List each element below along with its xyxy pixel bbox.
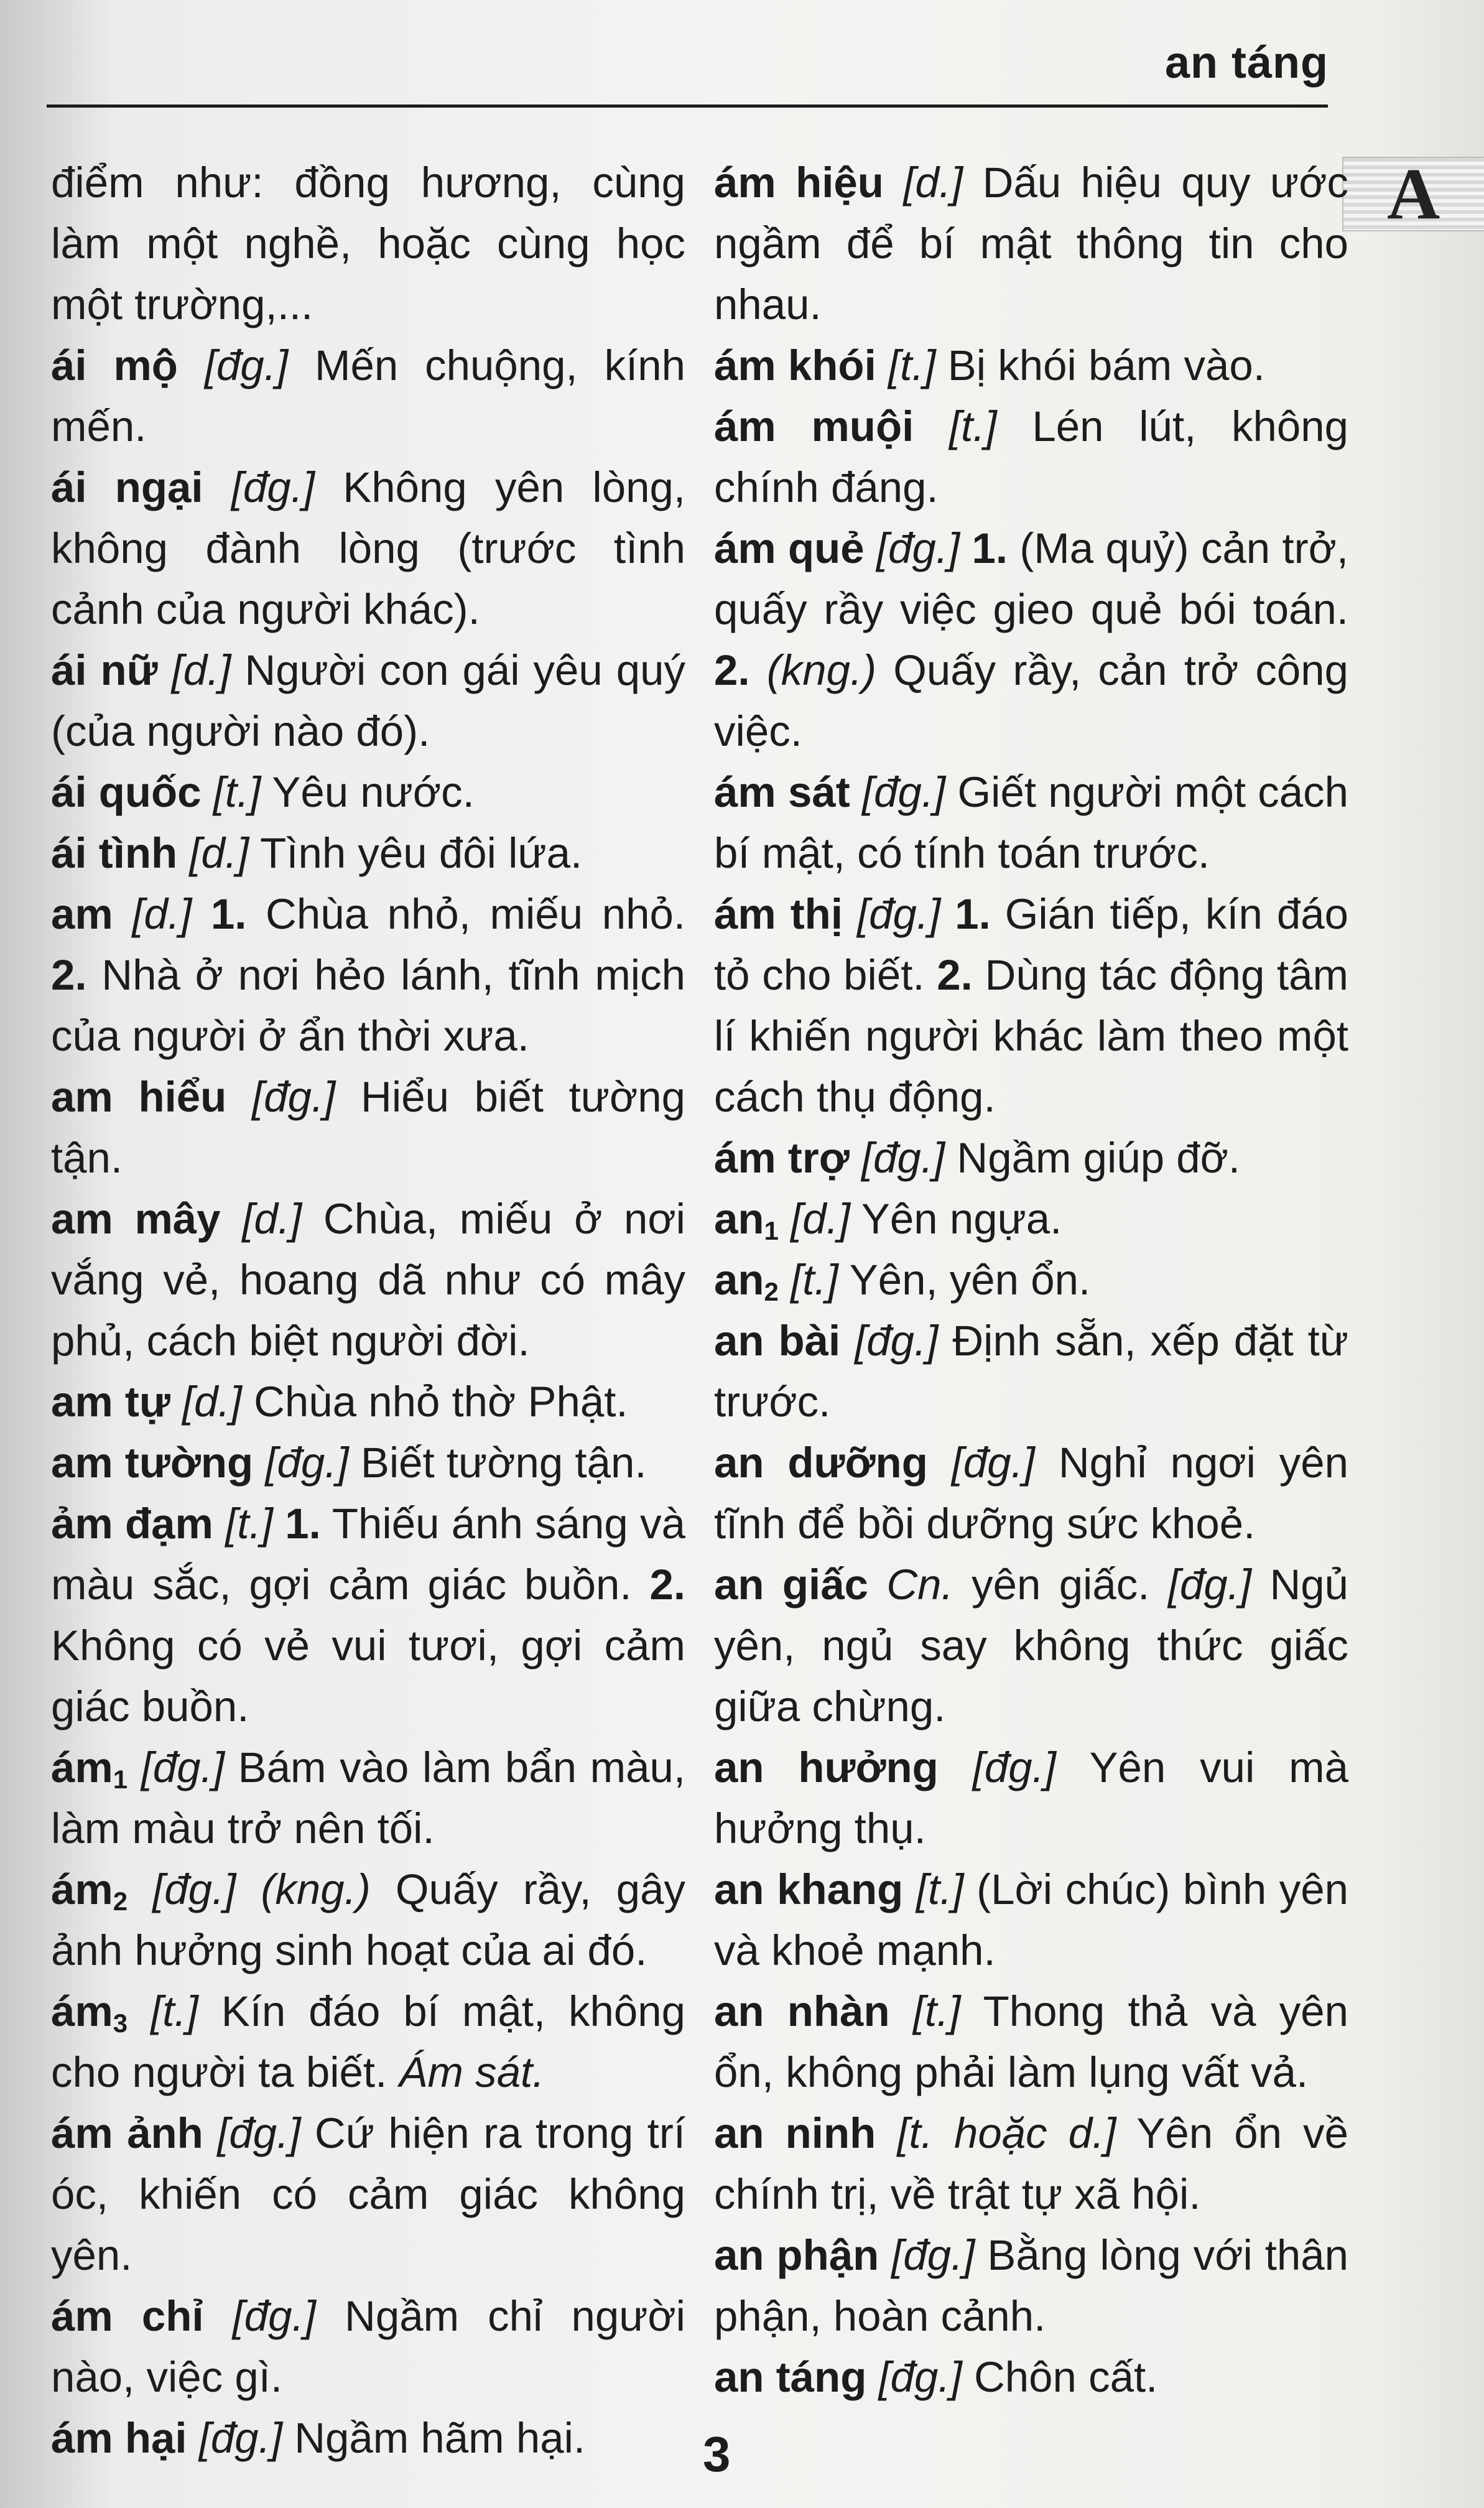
word-class: [d.] <box>903 159 963 207</box>
word-class: [đg.] <box>141 1744 225 1791</box>
headword: ám ảnh <box>51 2109 203 2157</box>
entry <box>714 1250 1348 1311</box>
entry <box>714 2103 1348 2225</box>
entry <box>714 335 1348 396</box>
example: Ám sát. <box>399 2048 545 2096</box>
headword: ái ngại <box>51 463 203 511</box>
header-rule <box>47 104 1328 108</box>
headword: an nhàn <box>714 1987 890 2035</box>
headword: am tự <box>51 1378 170 1426</box>
word-class: [d.] <box>132 890 192 938</box>
homonym-index: 1 <box>113 1765 128 1794</box>
headword: am hiểu <box>51 1073 227 1121</box>
headword: ám trợ <box>714 1134 850 1182</box>
definition: Thiếu ánh sáng và màu sắc, gợi cảm giác buồn. <box>51 1500 685 1609</box>
sense-number: 1. <box>955 890 991 938</box>
sense-number: 2. <box>51 951 87 999</box>
sense-number: 2. <box>649 1561 685 1609</box>
headword: ám muội <box>714 402 914 450</box>
definition: Yêu nước. <box>272 768 475 816</box>
definition: Kín đáo bí mật, không cho người ta biết. <box>51 1987 686 2096</box>
definition: Chùa, miếu ở nơi vắng vẻ, hoang dã như có mây phủ, cách biệt người đời. <box>51 1195 685 1365</box>
cross-reference: yên giấc. <box>972 1561 1150 1609</box>
definition: Quấy rầy, gây ảnh hưởng sinh hoạt của ai đó. <box>51 1865 686 1974</box>
definition: Bằng lòng với thân phận, hoàn cảnh. <box>714 2231 1349 2340</box>
definition: Người con gái yêu quý (của người nào đó). <box>51 646 686 755</box>
definition: Quấy rầy, cản trở công việc. <box>714 646 1349 755</box>
entry <box>714 762 1348 884</box>
entry <box>51 2408 685 2469</box>
definition: Ngủ yên, ngủ say không thức giấc giữa chừng. <box>714 1561 1349 1730</box>
definition: Cứ hiện ra trong trí óc, khiến có cảm giác không yên. <box>51 2109 685 2279</box>
entry <box>714 396 1348 518</box>
headword: ám chỉ <box>51 2292 204 2340</box>
entry <box>51 823 685 884</box>
word-class: [t.] <box>225 1500 273 1548</box>
sense-number: 1. <box>285 1500 321 1548</box>
running-head: an táng <box>1164 38 1329 88</box>
headword: ám hiệu <box>714 159 884 207</box>
word-class: [đg.] <box>232 2292 316 2340</box>
definition: Hiểu biết tường tận. <box>51 1073 685 1182</box>
word-class: [t.] <box>912 1987 961 2035</box>
word-class: [đg.] <box>198 2414 283 2462</box>
entry <box>51 1981 685 2103</box>
headword: an khang <box>714 1865 904 1913</box>
definition: Lén lút, không chính đáng. <box>714 402 1348 511</box>
definition: Ngầm hãm hại. <box>294 2414 586 2462</box>
entry <box>714 884 1348 1128</box>
definition: Giết người một cách bí mật, có tính toán trước. <box>714 768 1349 877</box>
entry <box>51 1737 685 1859</box>
sense-number: 2. <box>937 951 973 999</box>
headword: ái quốc <box>51 768 202 816</box>
entry <box>51 1189 685 1372</box>
definition: Bám vào làm bẩn màu, làm màu trở nên tối. <box>51 1744 686 1852</box>
headword: ám khói <box>714 341 876 389</box>
entry <box>714 1189 1348 1250</box>
word-class: [đg.] <box>861 768 946 816</box>
headword: an bài <box>714 1317 841 1365</box>
word-class: [t. hoặc d.] <box>897 2109 1116 2157</box>
word-class: [d.] <box>791 1195 850 1243</box>
headword: $an_2$ <box>714 1256 779 1306</box>
definition: Bị khói bám vào. <box>947 341 1265 389</box>
definition: Chùa nhỏ, miếu nhỏ. <box>266 890 686 938</box>
homonym-index: 2 <box>113 1887 128 1916</box>
entry <box>51 640 685 762</box>
alphabet-tab-letter: A <box>1387 153 1440 235</box>
definition: (Ma quỷ) cản trở, quấy rầy việc gieo quẻ bói toán. <box>714 524 1349 633</box>
entry <box>714 1981 1348 2103</box>
headword: ám quẻ <box>714 524 865 572</box>
entry <box>714 1433 1348 1554</box>
headword: $ám_3$ <box>51 1987 128 2038</box>
definition: Ngầm chỉ người nào, việc gì. <box>51 2292 686 2401</box>
word-class: [t.] <box>213 768 261 816</box>
entry <box>714 1737 1348 1859</box>
headword: am mây <box>51 1195 221 1243</box>
word-class: [đg.] <box>855 1317 939 1365</box>
sense-number: 2. <box>714 646 750 694</box>
word-class: [đg.] <box>217 2109 301 2157</box>
headword: ái nữ <box>51 646 158 694</box>
definition: Gián tiếp, kín đáo tỏ cho biết. <box>714 890 1349 999</box>
headword: ảm đạm <box>51 1500 213 1548</box>
page-number: 3 <box>703 2427 731 2482</box>
definition: Tình yêu đôi lứa. <box>260 829 583 877</box>
usage-label: (kng.) <box>766 646 877 694</box>
entry <box>714 2225 1348 2347</box>
alphabet-tab <box>1342 153 1484 235</box>
word-class: [t.] <box>916 1865 964 1913</box>
definition: Dùng tác động tâm lí khiến người khác làm theo một cách thụ động. <box>714 951 1349 1121</box>
definition: Mến chuộng, kính mến. <box>51 341 686 450</box>
headword: am tường <box>51 1439 254 1487</box>
definition: Nghỉ ngơi yên tĩnh để bồi dưỡng sức khoẻ. <box>714 1439 1349 1548</box>
entry <box>51 335 685 457</box>
cross-reference-label: Cn. <box>886 1561 953 1609</box>
entry <box>51 2103 685 2286</box>
sense-number: 1. <box>972 524 1008 572</box>
definition: Thong thả và yên ổn, không phải làm lụng vất vả. <box>714 1987 1349 2096</box>
word-class: [đg.] <box>972 1744 1056 1791</box>
definition: Không có vẻ vui tươi, gợi cảm giác buồn. <box>51 1622 685 1730</box>
entry <box>51 1372 685 1433</box>
word-class: [t.] <box>888 341 936 389</box>
headword: an táng <box>714 2353 867 2401</box>
definition: Yên vui mà hưởng thụ. <box>714 1744 1349 1852</box>
word-class: [đg.] <box>1167 1561 1252 1609</box>
entry <box>714 1311 1348 1433</box>
definition: Biết tường tận. <box>360 1439 647 1487</box>
headword: ám thị <box>714 890 843 938</box>
word-class: [đg.] <box>265 1439 349 1487</box>
headword: an dưỡng <box>714 1439 928 1487</box>
word-class: [đg.] <box>876 524 960 572</box>
left-column <box>51 152 685 2469</box>
headword: an giấc <box>714 1561 868 1609</box>
entry <box>51 1493 685 1737</box>
definition: Yên ổn về chính trị, về trật tự xã hội. <box>714 2109 1348 2218</box>
word-class: [t.] <box>948 402 997 450</box>
headword: $ám_2$ <box>51 1865 128 1916</box>
entry <box>714 1554 1348 1737</box>
entry <box>51 2286 685 2408</box>
entry <box>51 884 685 1067</box>
word-class: [đg.] <box>951 1439 1035 1487</box>
definition: Yên ngựa. <box>861 1195 1062 1243</box>
entry <box>51 1067 685 1189</box>
word-class: [đg.] <box>878 2353 962 2401</box>
word-class: [đg.] <box>861 1134 945 1182</box>
entry-continuation <box>51 152 685 335</box>
homonym-index: 1 <box>764 1216 779 1245</box>
entry <box>714 152 1348 335</box>
word-class: [t.] <box>791 1256 838 1304</box>
entry <box>714 518 1348 762</box>
headword: an phận <box>714 2231 879 2279</box>
homonym-index: 2 <box>764 1277 779 1306</box>
sense-number: 1. <box>210 890 247 938</box>
entry <box>714 1128 1348 1189</box>
headword: ám hại <box>51 2414 187 2462</box>
headword: an hưởng <box>714 1744 939 1791</box>
headword: ám sát <box>714 768 850 816</box>
word-class: [t.] <box>151 1987 198 2035</box>
headword: an ninh <box>714 2109 876 2157</box>
definition: Ngầm giúp đỡ. <box>957 1134 1241 1182</box>
entry <box>714 2347 1348 2408</box>
definition: (Lời chúc) bình yên và khoẻ mạnh. <box>714 1865 1349 1974</box>
entry <box>51 1433 685 1493</box>
definition: điểm như: đồng hương, cùng làm một nghề, hoặc cùng học một trường,... <box>51 159 685 328</box>
definition: Dấu hiệu quy ước ngầm để bí mật thông tin cho nhau. <box>714 159 1348 328</box>
definition: Chôn cất. <box>973 2353 1158 2401</box>
headword: am <box>51 890 113 938</box>
entry <box>51 1859 685 1981</box>
word-class: [d.] <box>189 829 249 877</box>
definition: Định sẵn, xếp đặt từ trước. <box>714 1317 1348 1426</box>
definition: Chùa nhỏ thờ Phật. <box>254 1378 628 1426</box>
word-class: [đg.] <box>252 1073 336 1121</box>
word-class: [đg.] <box>856 890 941 938</box>
headword: ái mộ <box>51 341 178 389</box>
definition: Nhà ở nơi hẻo lánh, tĩnh mịch của người ở ẩn thời xưa. <box>51 951 686 1060</box>
homonym-index: 3 <box>113 2009 128 2038</box>
definition: Không yên lòng, không đành lòng (trước tình cảnh của người khác). <box>51 463 686 633</box>
headword: $an_1$ <box>714 1195 779 1245</box>
entry <box>51 762 685 823</box>
right-column <box>714 152 1348 2408</box>
definition: Yên, yên ổn. <box>849 1256 1091 1304</box>
headword: ái tình <box>51 829 178 877</box>
word-class: [d.] <box>171 646 231 694</box>
word-class: [đg.] (kng.) <box>152 1865 371 1913</box>
word-class: [đg.] <box>204 341 289 389</box>
word-class: [d.] <box>182 1378 242 1426</box>
word-class: [đg.] <box>231 463 315 511</box>
entry <box>714 1859 1348 1981</box>
word-class: [đg.] <box>891 2231 975 2279</box>
entry <box>51 457 685 640</box>
word-class: [d.] <box>242 1195 302 1243</box>
headword: $ám_1$ <box>51 1744 128 1794</box>
